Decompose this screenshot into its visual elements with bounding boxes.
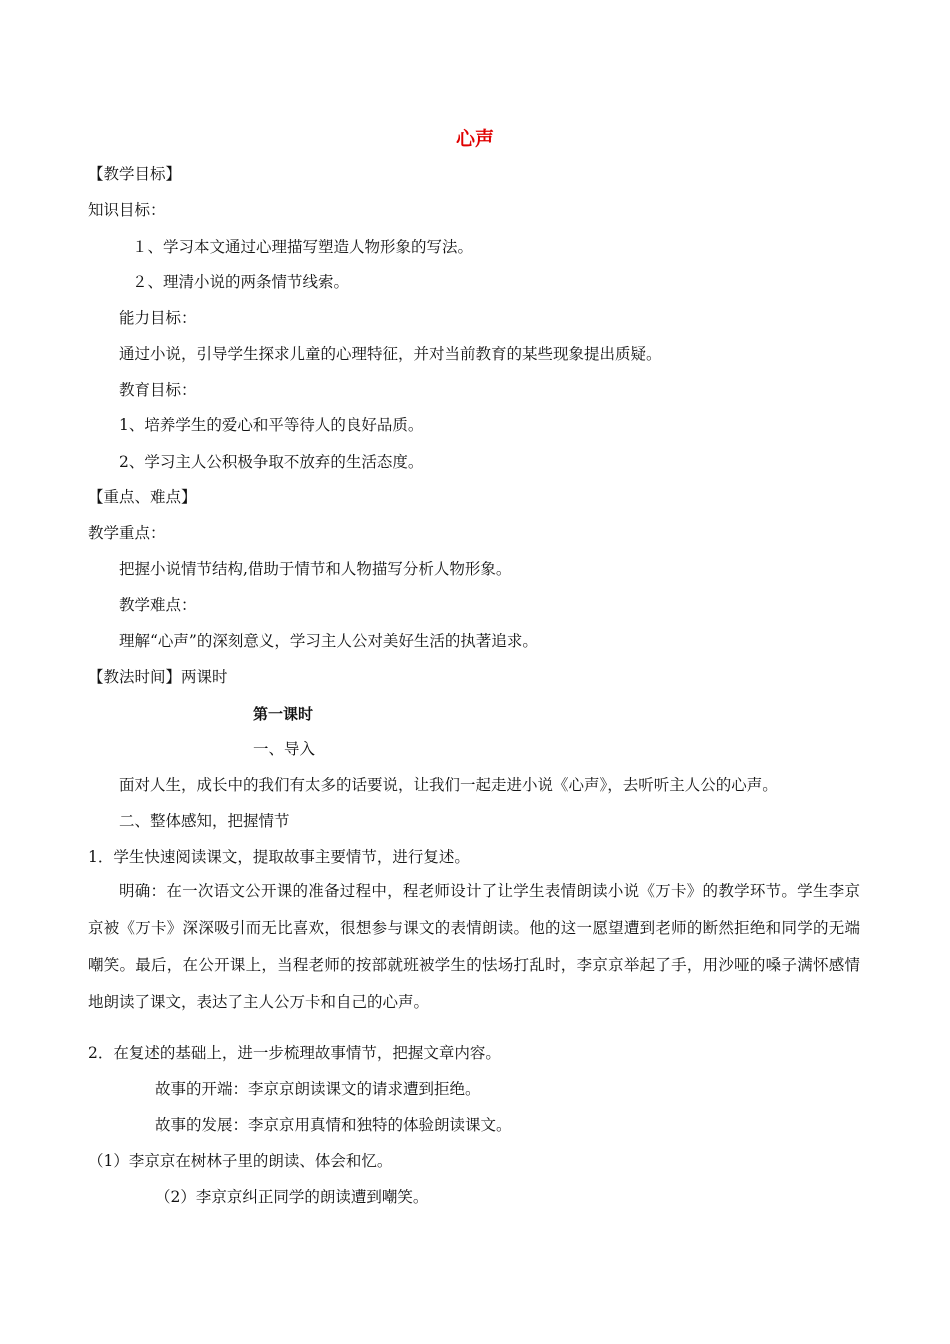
education-goal-label: 教育目标： [119,381,197,399]
sub-point-2: （2）李京京纠正同学的朗读遭到嘲笑。 [155,1188,429,1206]
ability-goal-label: 能力目标： [119,309,197,327]
item1-answer-paragraph: 明确：在一次语文公开课的准备过程中，程老师设计了让学生表情朗读小说《万卡》的教学环节。学生李京京被《万卡》深深吸引而无比喜欢，很想参与课文的表情朗读。他的这一愿望遭到老师的断然拒绝和同学的无端嘲笑。最后，在公开课上，当程老师的按部就班被学生的怯场打乱时，李京京举起了手，用沙哑的嗓子满怀感情地朗读了课文，表达了主人公万卡和自己的心声。 [88,882,860,1011]
method-time: 【教法时间】两课时 [88,668,228,686]
plot-development: 故事的发展：李京京用真情和独特的体验朗读课文。 [155,1116,512,1134]
teaching-difficulty-text: 理解“心声”的深刻意义，学习主人公对美好生活的执著追求。 [119,632,538,650]
plot-beginning: 故事的开端：李京京朗读课文的请求遭到拒绝。 [155,1080,481,1098]
item2-text: 2．在复述的基础上，进一步梳理故事情节，把握文章内容。 [88,1044,501,1062]
goals-header: 【教学目标】 [88,165,182,183]
teaching-focus-label: 教学重点： [88,524,166,542]
teaching-focus-text: 把握小说情节结构,借助于情节和人物描写分析人物形象。 [119,560,512,578]
ability-goal-text: 通过小说，引导学生探求儿童的心理特征，并对当前教育的某些现象提出质疑。 [119,345,662,363]
item1-text: 1．学生快速阅读课文，提取故事主要情节，进行复述。 [88,848,470,866]
section2-heading: 二、整体感知，把握情节 [119,812,290,830]
knowledge-goal-1: １、学习本文通过心理描写塑造人物形象的写法。 [132,238,474,256]
document-title: 心声 [455,128,494,150]
sub-point-1: （1）李京京在树林子里的朗读、体会和忆。 [88,1152,393,1170]
teaching-difficulty-label: 教学难点： [119,596,197,614]
knowledge-goal-label: 知识目标： [88,201,166,219]
knowledge-goal-2: ２、理清小说的两条情节线索。 [132,273,350,291]
key-points-header: 【重点、难点】 [88,488,197,506]
intro-text: 面对人生，成长中的我们有太多的话要说，让我们一起走进小说《心声》，去听听主人公的心声。 [119,776,778,794]
intro-heading: 一、导入 [253,740,316,758]
education-goal-2: 2、学习主人公积极争取不放弃的生活态度。 [119,453,424,471]
education-goal-1: 1、培养学生的爱心和平等待人的良好品质。 [119,416,424,434]
lesson-title: 第一课时 [253,705,314,723]
